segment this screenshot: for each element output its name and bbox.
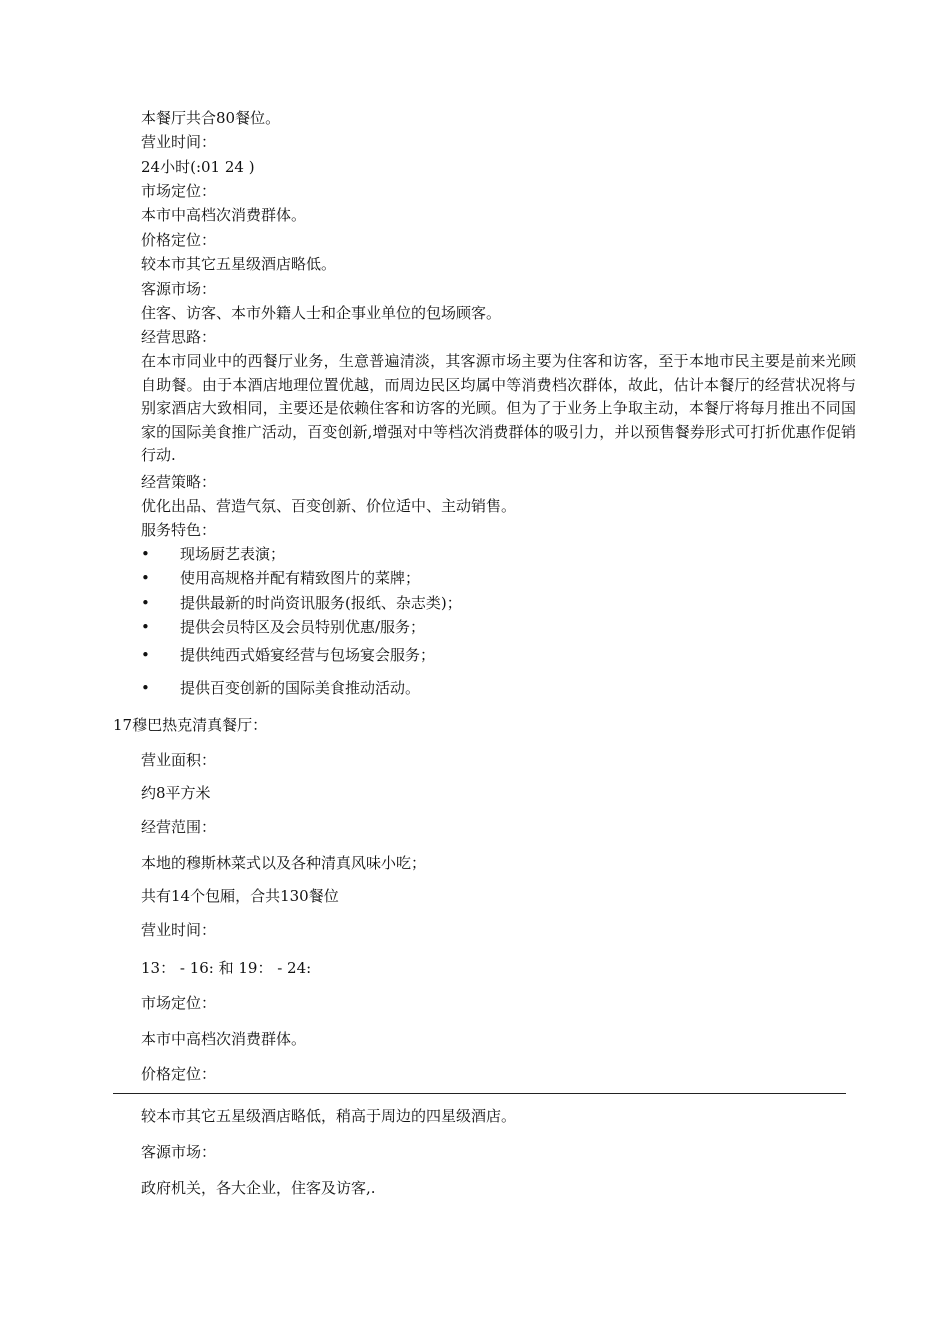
hours-value: 24小时(:01 24 ) bbox=[141, 158, 255, 176]
bullet: • bbox=[141, 618, 150, 636]
scope-label: 经营范围： bbox=[141, 818, 217, 836]
s17-price-value: 较本市其它五星级酒店略低，稍高于周边的四星级酒店。 bbox=[141, 1107, 517, 1125]
list-item-text: 使用高规格并配有精致图片的菜牌； bbox=[180, 569, 421, 587]
list-item-text: 提供百变创新的国际美食推动活动。 bbox=[180, 679, 421, 697]
ideas-label: 经营思路： bbox=[141, 328, 217, 346]
bullet: • bbox=[141, 569, 150, 587]
bullet: • bbox=[141, 679, 150, 697]
seats-line: 本餐厅共合80餐位。 bbox=[141, 109, 281, 127]
section-title: 17穆巴热克清真餐厅： bbox=[113, 716, 268, 734]
source-label: 客源市场： bbox=[141, 280, 217, 298]
ideas-paragraph: 在本市同业中的西餐厅业务，生意普遍清淡，其客源市场主要为住客和访客，至于本地市民主要是前来光顾自助餐。由于本酒店地理位置优越，而周边民区均属中等消费档次群体，故此，估计本餐厅的经营状况将与别家酒店大致相同，主要还是依赖住客和访客的光顾。但为了于业务上争取主动，本餐厅将每月推出不同国家的国际美食推广活动，百变创新,增强对中等档次消费群体的吸引力，并以预售餐券形式可打折优惠作促销行动. bbox=[141, 352, 856, 465]
scope-value: 本地的穆斯林菜式以及各种清真风味小吃； bbox=[141, 854, 427, 872]
horizontal-rule bbox=[113, 1093, 846, 1094]
hours-label: 营业时间： bbox=[141, 133, 217, 151]
price-label: 价格定位： bbox=[141, 231, 217, 249]
list-item-text: 提供会员特区及会员特别优惠/服务； bbox=[180, 618, 426, 636]
area-label: 营业面积： bbox=[141, 751, 217, 769]
list-item-text: 现场厨艺表演； bbox=[180, 545, 286, 563]
s17-hours-label: 营业时间： bbox=[141, 921, 217, 939]
s17-source-label: 客源市场： bbox=[141, 1143, 217, 1161]
area-value: 约8平方米 bbox=[141, 784, 211, 802]
s17-hours-value: 13： - 16: 和 19： - 24: bbox=[141, 959, 312, 977]
strategy-label: 经营策略： bbox=[141, 473, 217, 491]
market-value: 本市中高档次消费群体。 bbox=[141, 206, 307, 224]
price-value: 较本市其它五星级酒店略低。 bbox=[141, 255, 337, 273]
bullet: • bbox=[141, 594, 150, 612]
market-label: 市场定位： bbox=[141, 182, 217, 200]
s17-source-value: 政府机关，各大企业，住客及访客,. bbox=[141, 1179, 376, 1197]
s17-market-value: 本市中高档次消费群体。 bbox=[141, 1030, 307, 1048]
strategy-value: 优化出品、营造气氛、百变创新、价位适中、主动销售。 bbox=[141, 497, 517, 515]
bullet: • bbox=[141, 646, 150, 664]
source-value: 住客、访客、本市外籍人士和企事业单位的包场顾客。 bbox=[141, 304, 502, 322]
features-label: 服务特色： bbox=[141, 521, 217, 539]
bullet: • bbox=[141, 545, 150, 563]
s17-price-label: 价格定位： bbox=[141, 1065, 217, 1083]
list-item-text: 提供最新的时尚资讯服务(报纸、杂志类)； bbox=[180, 594, 462, 612]
rooms-value: 共有14个包厢，合共130餐位 bbox=[141, 887, 339, 905]
list-item-text: 提供纯西式婚宴经营与包场宴会服务； bbox=[180, 646, 436, 664]
s17-market-label: 市场定位： bbox=[141, 994, 217, 1012]
